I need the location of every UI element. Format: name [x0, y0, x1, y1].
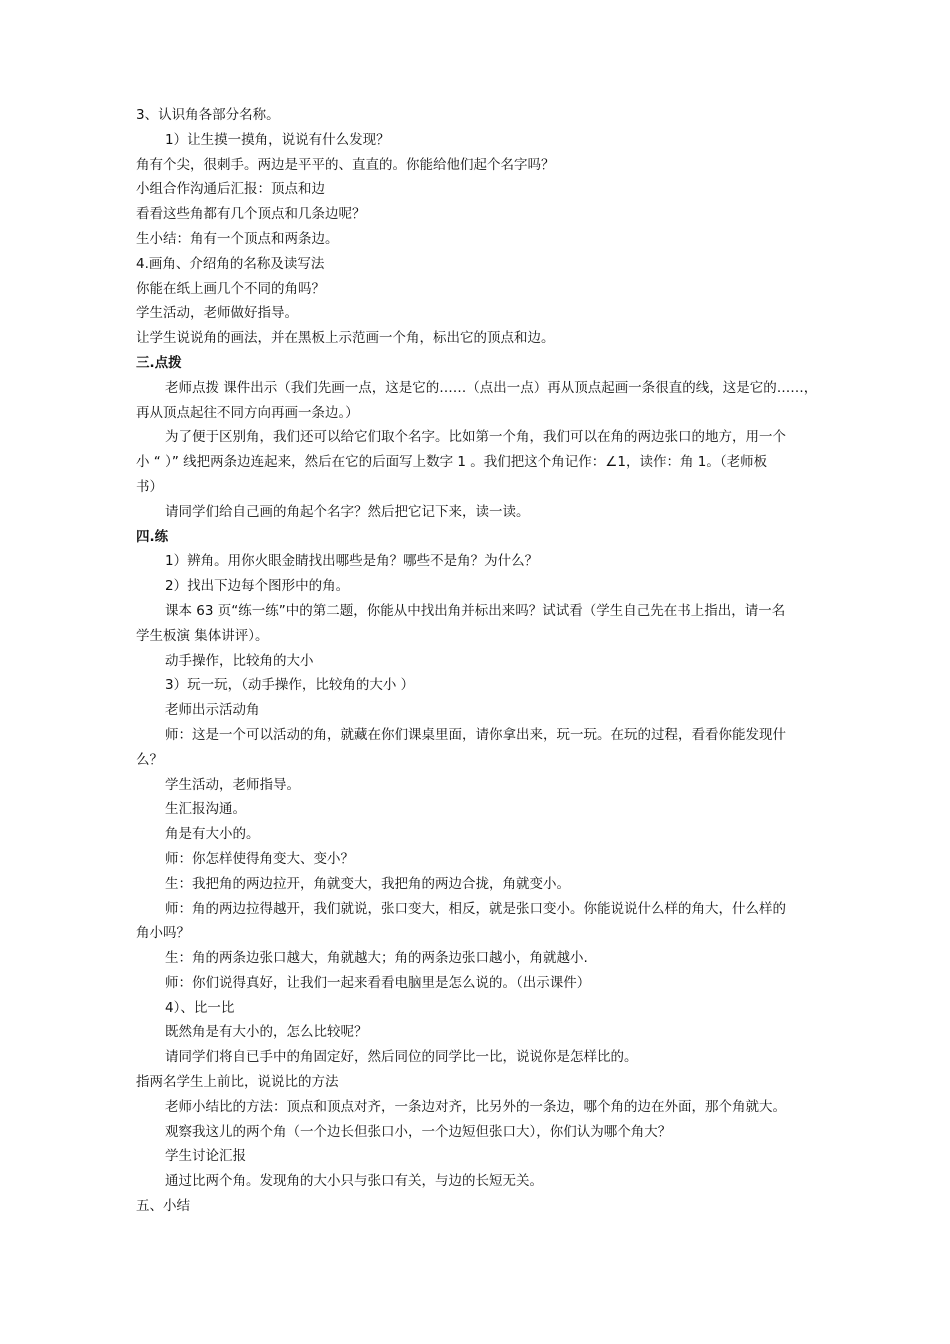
text-line: 观察我这儿的两个角（一个边长但张口小，一个边短但张口大），你们认为哪个角大？ — [165, 1123, 672, 1140]
text-line: 让学生说说角的画法，并在黑板上示范画一个角，标出它的顶点和边。 — [136, 330, 555, 347]
text-line: 五、小结 — [136, 1198, 190, 1215]
text-line: 学生讨论汇报 — [165, 1148, 246, 1165]
section-heading: 四.练 — [136, 528, 169, 545]
text-line: 师：这是一个可以活动的角，就藏在你们课桌里面，请你拿出来，玩一玩。在玩的过程，看看你能发现什 — [165, 726, 786, 743]
text-line: 3）玩一玩，（动手操作，比较角的大小 ） — [165, 677, 415, 694]
text-line: 请同学们将自已手中的角固定好，然后同位的同学比一比，说说你是怎样比的。 — [165, 1049, 638, 1066]
text-line: 4.画角、介绍角的名称及读写法 — [136, 255, 325, 272]
text-line: 请同学们给自己画的角起个名字？然后把它记下来，读一读。 — [165, 503, 530, 520]
text-line: 学生活动，老师做好指导。 — [136, 305, 298, 322]
text-line: 小 “ ）” 线把两条边连起来，然后在它的后面写上数字 1 。我们把这个角记作：∠1，读作：角 1。（老师板 — [136, 454, 768, 471]
text-line: 1）辨角。用你火眼金睛找出哪些是角？哪些不是角？为什么？ — [165, 553, 539, 570]
text-line: 为了便于区别角，我们还可以给它们取个名字。比如第一个角，我们可以在角的两边张口的地方，用一个 — [165, 429, 786, 446]
text-line: 老师出示活动角 — [165, 702, 260, 719]
text-line: 角是有大小的。 — [165, 826, 260, 843]
text-line: 4）、比一比 — [165, 999, 235, 1016]
text-line: 1）让生摸一摸角，说说有什么发现？ — [165, 131, 390, 148]
section-heading: 三.点拨 — [136, 354, 182, 371]
text-line: 书） — [136, 478, 163, 495]
text-line: 小组合作沟通后汇报：顶点和边 — [136, 181, 325, 198]
text-line: 生小结：角有一个顶点和两条边。 — [136, 230, 339, 247]
text-line: 角有个尖，很刺手。两边是平平的、直直的。你能给他们起个名字吗？ — [136, 156, 555, 173]
text-line: 指两名学生上前比，说说比的方法 — [136, 1074, 339, 1091]
text-line: 角小吗？ — [136, 925, 190, 942]
text-line: 生：我把角的两边拉开，角就变大，我把角的两边合拢，角就变小。 — [165, 875, 570, 892]
text-line: 生汇报沟通。 — [165, 801, 246, 818]
text-line: 你能在纸上画几个不同的角吗？ — [136, 280, 325, 297]
text-line: 看看这些角都有几个顶点和几条边呢？ — [136, 206, 366, 223]
text-line: 2）找出下边每个图形中的角。 — [165, 578, 350, 595]
text-line: 既然角是有大小的，怎么比较呢？ — [165, 1024, 368, 1041]
text-line: 再从顶点起往不同方向再画一条边。） — [136, 404, 359, 421]
text-line: 3、认识角各部分名称。 — [136, 107, 280, 123]
document-page — [136, 103, 836, 1219]
text-line: 么？ — [136, 751, 163, 768]
text-line: 通过比两个角。发现角的大小只与张口有关，与边的长短无关。 — [165, 1173, 543, 1190]
text-line: 师：你怎样使得角变大、变小？ — [165, 850, 354, 867]
text-line: 课本 63 页“练一练”中的第二题，你能从中找出角并标出来吗？试试看（学生自己先在书上指出，请一名 — [165, 602, 786, 619]
text-line: 老师小结比的方法：顶点和顶点对齐，一条边对齐，比另外的一条边，哪个角的边在外面，那个角就大。 — [165, 1098, 786, 1115]
text-line: 生：角的两条边张口越大，角就越大；角的两条边张口越小，角就越小. — [165, 950, 588, 967]
text-line: 学生板演 集体讲评）。 — [136, 627, 269, 644]
text-line: 动手操作，比较角的大小 — [165, 652, 314, 669]
text-line: 学生活动，老师指导。 — [165, 776, 300, 793]
text-line: 师：你们说得真好，让我们一起来看看电脑里是怎么说的。（出示课件） — [165, 974, 591, 991]
text-line: 师：角的两边拉得越开，我们就说，张口变大，相反，就是张口变小。你能说说什么样的角大，什么样的 — [165, 900, 786, 917]
text-line: 老师点拨 课件出示（我们先画一点，这是它的……（点出一点）再从顶点起画一条很直的线，这是它的……， — [165, 379, 818, 396]
